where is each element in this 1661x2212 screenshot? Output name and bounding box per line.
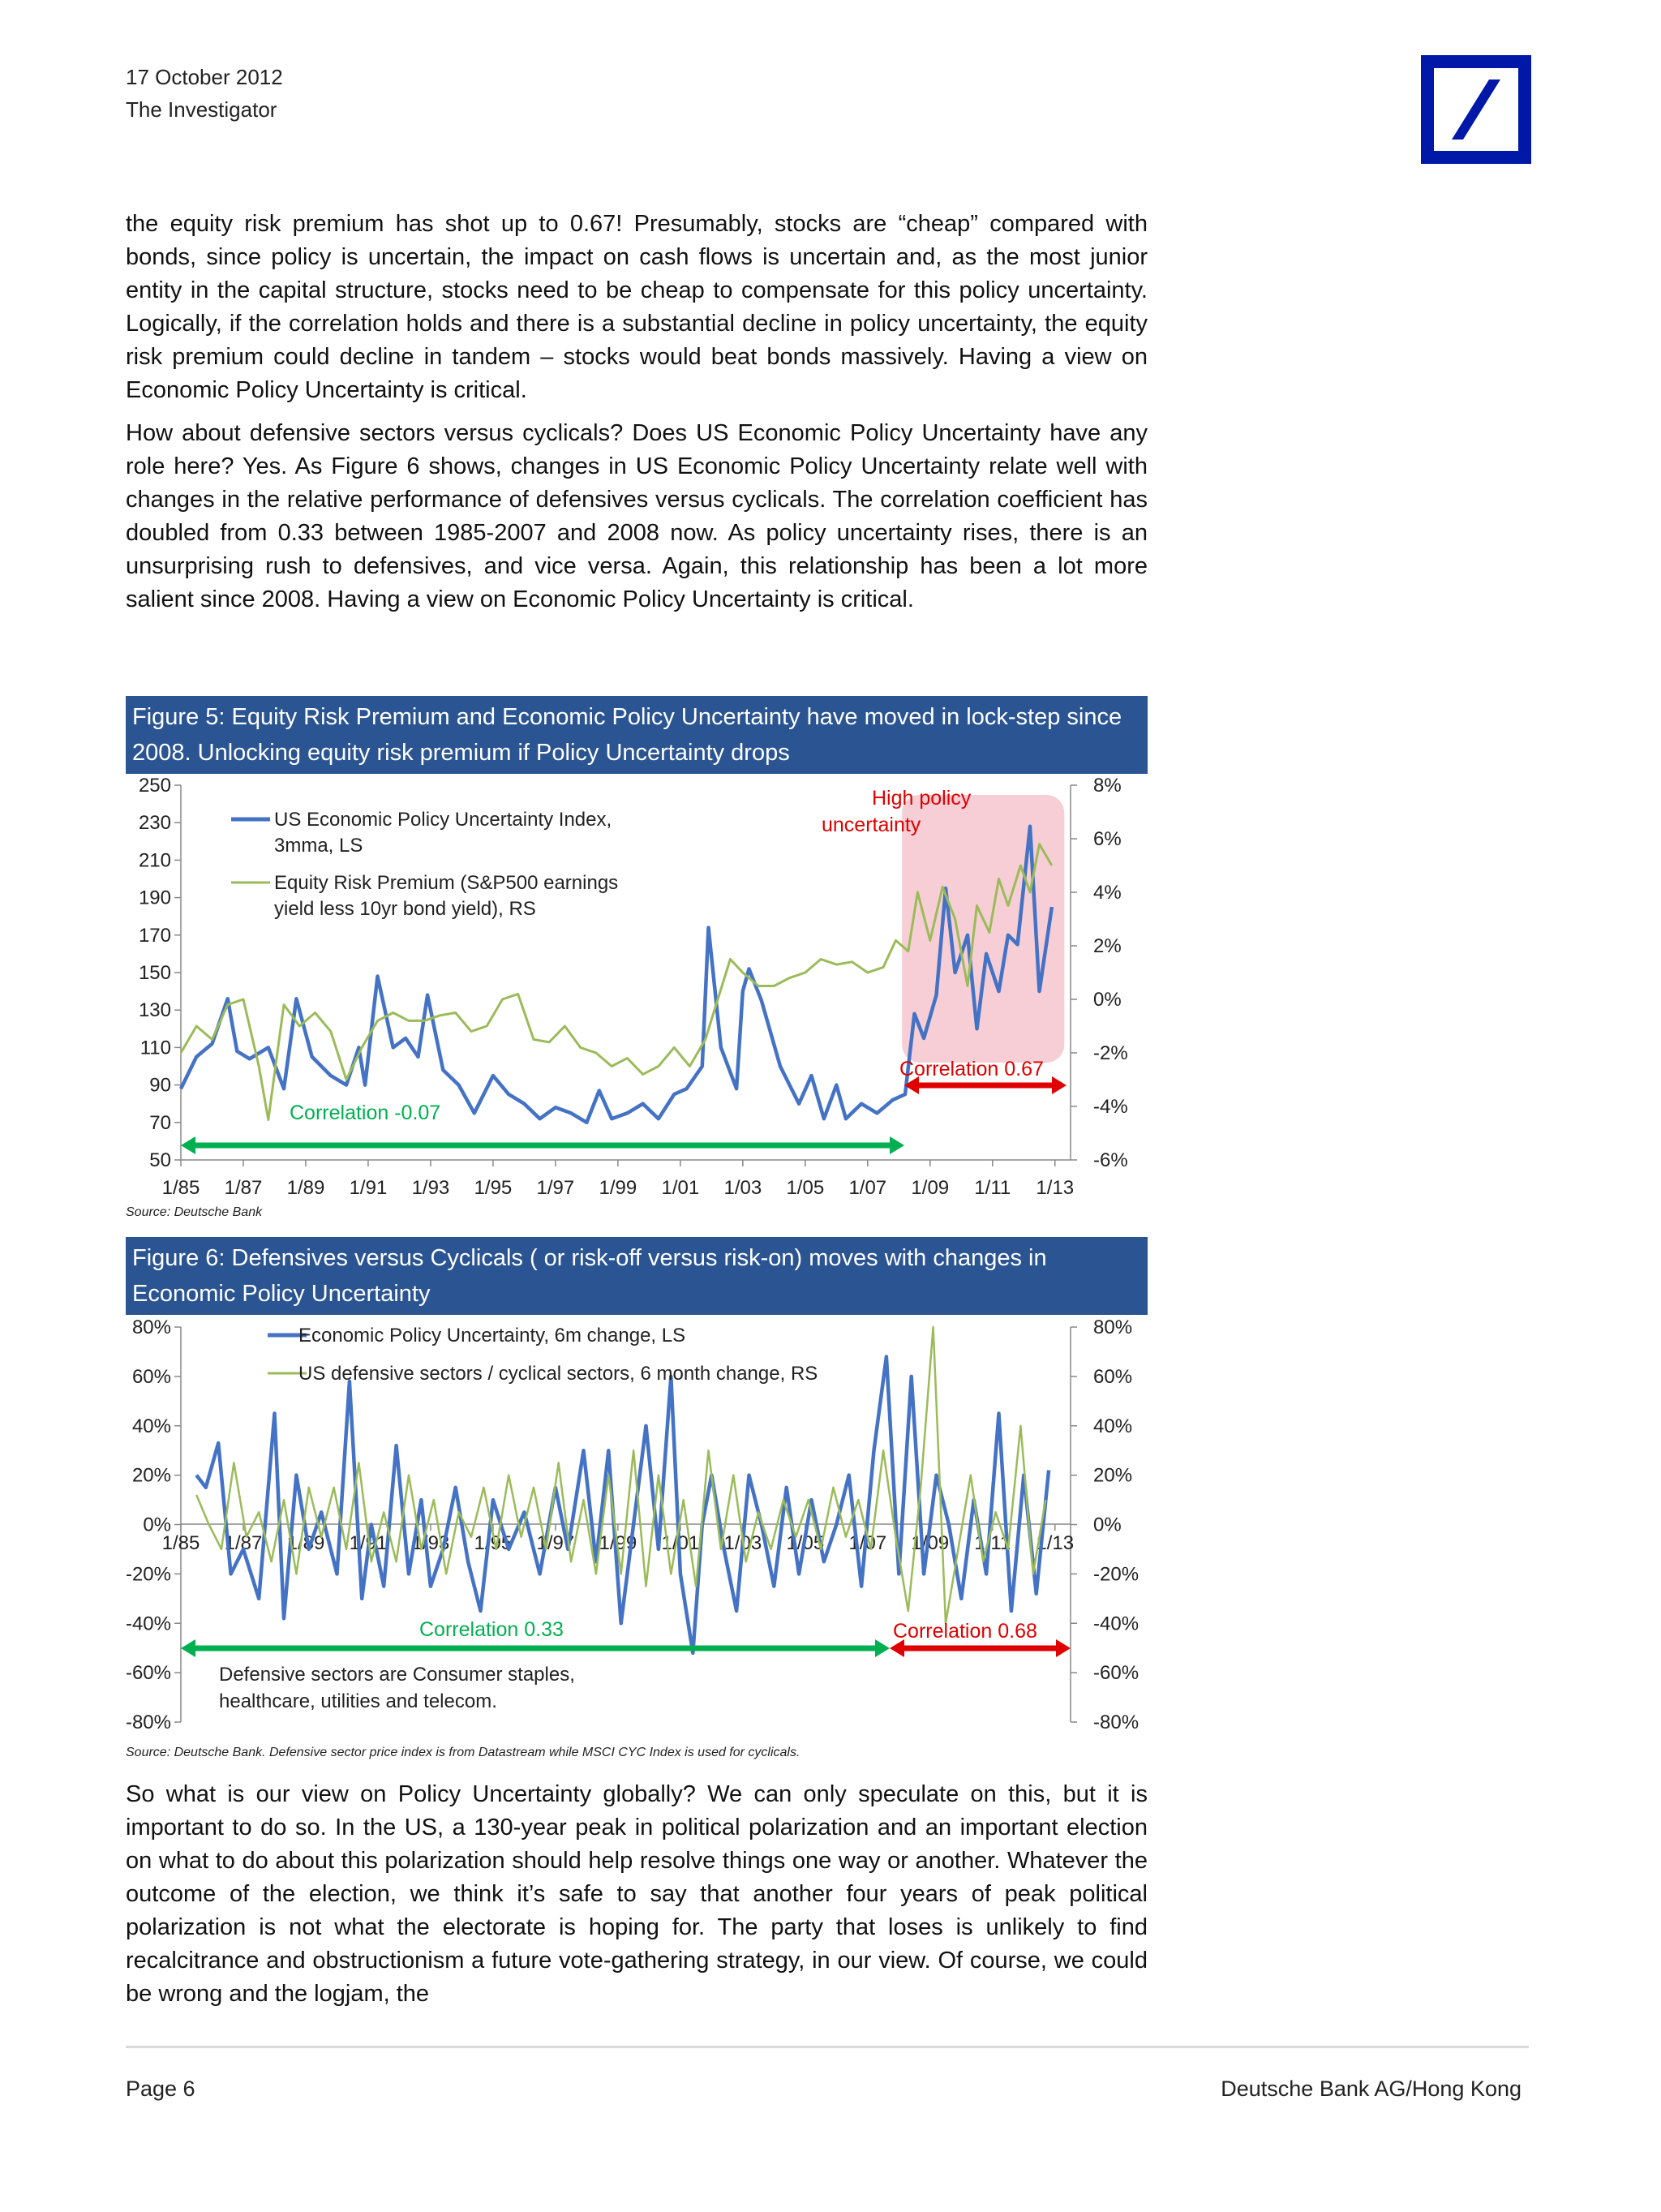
- figure5-title: Figure 5: Equity Risk Premium and Economic Policy Uncertainty have moved in lock-step since 2008. Unlocking equity risk premium if Policy Uncertainty drops: [126, 696, 1148, 774]
- body-text-top: [126, 208, 1148, 626]
- y-right-tick-label: 20%: [1093, 1464, 1133, 1487]
- x-tick-label: 1/89: [286, 1177, 325, 1199]
- y-right-tick-label: -20%: [1093, 1563, 1140, 1586]
- x-tick-label: 1/93: [411, 1532, 450, 1554]
- figure5-source: Source: Deutsche Bank: [126, 1205, 263, 1219]
- y-left-tick-label: 50: [149, 1149, 171, 1171]
- correlation-arrow-green-head-left: [181, 1136, 195, 1154]
- body-text-bottom: [126, 1778, 1148, 2021]
- figure6-source: Source: Deutsche Bank. Defensive sector price index is from Datastream while MSCI CYC Index is used for cyclicals.: [126, 1746, 800, 1759]
- correlation-label-left: Correlation 0.33: [419, 1618, 564, 1641]
- x-tick-label: 1/87: [224, 1177, 263, 1199]
- x-tick-label: 1/11: [974, 1532, 1011, 1554]
- x-tick-label: 1/11: [974, 1177, 1011, 1199]
- x-tick-label: 1/01: [661, 1177, 700, 1199]
- series-line-blue: [196, 1357, 1049, 1653]
- y-right-tick-label: -60%: [1093, 1662, 1140, 1685]
- y-left-tick-label: 110: [139, 1037, 171, 1059]
- x-tick-label: 1/99: [599, 1177, 637, 1199]
- x-tick-label: 1/85: [161, 1177, 200, 1199]
- y-right-tick-label: 0%: [1093, 989, 1122, 1011]
- y-right-tick-label: 4%: [1093, 882, 1122, 904]
- defensive-note: healthcare, utilities and telecom.: [219, 1690, 497, 1712]
- legend-label: US defensive sectors / cyclical sectors, 6 month change, RS: [298, 1363, 818, 1385]
- x-tick-label: 1/13: [1036, 1532, 1075, 1554]
- correlation-label-left: Correlation -0.07: [290, 1102, 441, 1124]
- y-left-tick-label: 90: [149, 1074, 171, 1097]
- footer-company: Deutsche Bank AG/Hong Kong: [1221, 2077, 1522, 2101]
- x-tick-label: 1/03: [723, 1177, 762, 1199]
- paragraph-3: So what is our view on Policy Uncertainty globally? We can only speculate on this, but it is important to do so. In the US, a 130-year peak in political polarization and an important election on what to do about this polarization should help resolve things one way or another. Whatever the outcome of the election, we think it’s safe to say that another four years of peak political polarization is not what the electorate is hoping for. The party that loses is unlikely to find recalcitrance and obstructionism a future vote-gathering strategy, in our view. Of course, we could be wrong and the logjam, the: [126, 1781, 1148, 2007]
- y-right-tick-label: -80%: [1093, 1712, 1140, 1733]
- y-left-tick-label: 20%: [131, 1464, 171, 1487]
- y-left-tick-label: -60%: [126, 1662, 171, 1685]
- high-uncertainty-label: uncertainty: [822, 814, 921, 836]
- x-tick-label: 1/93: [411, 1177, 450, 1199]
- correlation-arrow-green-head-right: [875, 1639, 890, 1657]
- high-uncertainty-label: High policy: [872, 787, 972, 810]
- y-right-tick-label: 8%: [1093, 775, 1122, 797]
- legend-label: Economic Policy Uncertainty, 6m change, LS: [298, 1325, 686, 1347]
- x-tick-label: 1/91: [349, 1177, 388, 1199]
- y-left-tick-label: 40%: [131, 1415, 171, 1437]
- x-tick-label: 1/89: [286, 1532, 325, 1554]
- y-left-tick-label: 210: [138, 849, 171, 872]
- correlation-arrow-red-head-right: [1052, 1076, 1067, 1094]
- x-tick-label: 1/91: [349, 1532, 388, 1554]
- y-left-tick-label: 150: [138, 962, 171, 984]
- y-right-tick-label: 2%: [1093, 935, 1122, 957]
- x-tick-label: 1/87: [224, 1532, 263, 1554]
- legend-label: Equity Risk Premium (S&P500 earnings: [274, 872, 619, 894]
- footer-divider: [126, 2046, 1529, 2048]
- figure5-chart: [126, 771, 1148, 1213]
- y-left-tick-label: -20%: [126, 1563, 171, 1586]
- legend-label: 3mma, LS: [274, 835, 363, 857]
- y-left-tick-label: -80%: [126, 1712, 171, 1733]
- x-tick-label: 1/07: [848, 1177, 887, 1199]
- y-left-tick-label: 250: [138, 775, 171, 797]
- x-tick-label: 1/09: [911, 1177, 950, 1199]
- figure6-chart: [126, 1312, 1148, 1742]
- y-left-tick-label: 190: [138, 887, 171, 909]
- y-left-tick-label: 70: [149, 1111, 171, 1134]
- deutsche-bank-logo: [1421, 55, 1531, 164]
- x-tick-label: 1/97: [536, 1177, 575, 1199]
- figure6-title: Figure 6: Defensives versus Cyclicals ( or risk-off versus risk-on) moves with changes in Economic Policy Uncertainty: [126, 1237, 1148, 1315]
- x-tick-label: 1/01: [661, 1532, 700, 1554]
- x-tick-label: 1/09: [911, 1532, 950, 1554]
- y-left-tick-label: 170: [138, 924, 171, 947]
- y-right-tick-label: 40%: [1093, 1415, 1133, 1437]
- y-right-tick-label: -4%: [1093, 1096, 1128, 1118]
- y-left-tick-label: 0%: [143, 1514, 171, 1536]
- logo-slash-icon: [1434, 68, 1518, 151]
- x-tick-label: 1/07: [848, 1532, 887, 1554]
- correlation-label-right: Correlation 0.67: [899, 1058, 1044, 1080]
- y-left-tick-label: 230: [138, 812, 171, 835]
- x-tick-label: 1/05: [786, 1532, 825, 1554]
- y-right-tick-label: 0%: [1093, 1514, 1122, 1536]
- correlation-arrow-red-head-right: [1056, 1639, 1071, 1657]
- x-tick-label: 1/85: [161, 1532, 200, 1554]
- y-right-tick-label: -6%: [1093, 1149, 1128, 1171]
- paragraph-1: the equity risk premium has shot up to 0.67! Presumably, stocks are “cheap” compared with bonds, since policy is uncertain, the impact on cash flows is uncertain and, as the most junior entity in the capital structure, stocks need to be cheap to compensate for this policy uncertainty. Logically, if the correlation holds and there is a substantial decline in policy uncertainty, the equity risk premium could decline in tandem – stocks would beat bonds massively. Having a view on Economic Policy Uncertainty is critical.: [126, 211, 1148, 403]
- legend-label: yield less 10yr bond yield), RS: [274, 898, 536, 920]
- correlation-arrow-green-head-left: [181, 1639, 195, 1657]
- y-right-tick-label: 60%: [1093, 1365, 1133, 1388]
- report-date: 17 October 2012: [126, 65, 283, 89]
- x-tick-label: 1/03: [723, 1532, 762, 1554]
- y-left-tick-label: 130: [138, 999, 171, 1022]
- defensive-note: Defensive sectors are Consumer staples,: [219, 1664, 575, 1686]
- x-tick-label: 1/13: [1036, 1177, 1075, 1199]
- x-tick-label: 1/95: [474, 1177, 513, 1199]
- y-left-tick-label: -40%: [126, 1613, 171, 1635]
- x-tick-label: 1/97: [536, 1532, 575, 1554]
- x-tick-label: 1/05: [786, 1177, 825, 1199]
- legend-label: US Economic Policy Uncertainty Index,: [274, 809, 612, 831]
- x-tick-label: 1/99: [599, 1532, 637, 1554]
- y-left-tick-label: 80%: [131, 1316, 171, 1338]
- correlation-label-right: Correlation 0.68: [893, 1620, 1037, 1643]
- y-right-tick-label: 6%: [1093, 828, 1122, 850]
- x-tick-label: 1/95: [474, 1532, 513, 1554]
- page-number: Page 6: [126, 2077, 195, 2101]
- y-left-tick-label: 60%: [131, 1365, 171, 1388]
- publication-name: The Investigator: [126, 97, 277, 122]
- paragraph-2: How about defensive sectors versus cyclicals? Does US Economic Policy Uncertainty have any role here? Yes. As Figure 6 shows, changes in US Economic Policy Uncertainty relate well with changes in the relative performance of defensives versus cyclicals. The correlation coefficient has doubled from 0.33 between 1985-2007 and 2008 now. As policy uncertainty rises, there is an unsurprising rush to defensives, and vice versa. Again, this relationship has been a lot more salient since 2008. Having a view on Economic Policy Uncertainty is critical.: [126, 420, 1148, 612]
- y-right-tick-label: 80%: [1093, 1316, 1133, 1338]
- y-right-tick-label: -2%: [1093, 1042, 1128, 1064]
- correlation-arrow-green-head-right: [890, 1136, 904, 1154]
- y-right-tick-label: -40%: [1093, 1613, 1140, 1635]
